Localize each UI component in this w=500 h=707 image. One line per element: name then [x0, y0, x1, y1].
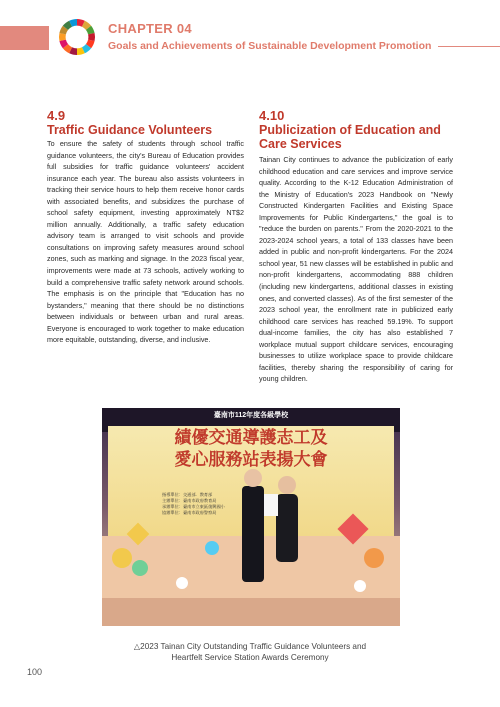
photo-podium-text: 指導單位：交通部．教育部 主辦單位：臺南市政府教育局 承辦單位：臺南市立東區復興國小 協辦單位：臺南市政府警察局 [162, 492, 225, 515]
header-rule [438, 46, 500, 47]
header-color-bar [0, 26, 49, 50]
photo-banner-top: 臺南市112年度各級學校 [213, 412, 289, 419]
page-number: 100 [27, 667, 43, 677]
photo-banner-line1: 績優交通導護志工及 [174, 428, 328, 447]
section-number: 4.10 [259, 108, 285, 123]
chapter-title: Goals and Achievements of Sustainable Development Promotion [108, 40, 432, 52]
photo-caption: △2023 Tainan City Outstanding Traffic Guidance Volunteers and Heartfelt Service Station Awards Ceremony [133, 642, 367, 662]
section-number: 4.9 [47, 108, 66, 123]
section-title: Traffic Guidance Volunteers [47, 123, 213, 137]
section-title: Publicization of Education and Care Services [259, 123, 441, 151]
section-body: Tainan City continues to advance the publicization of early childhood education and care services and improve service quality. According to the K-12 Education Administration of the Ministry of Education's 2023 Handbook on "Newly Constructed Kindergarten Facilities and Existing Space Improvements for Public Kindergartens," the goal is to "reduce the burden on parents." From the 2020-2021 to the 2023-2024 school years, a total of 133 classes have been added in public and non-profit kindergartens. For the 2024 school year, 51 new classes will be established in public and non-profit kindergartens, accommodating 888 children (including new kindergartens, additional classes in existing ones, and converted classes). As of the first semester of the 2023 school year, the enrollment rate in publicized early childhood care services has reached 59.19%. To support dual-income families, the city has also established 7 workplace mutual support childcare services, encouraging businesses to utilize workplace space to provide childcare facilities, thereby sharing the responsibility of caring for young children. [259, 155, 453, 384]
section-4-9 [47, 108, 244, 346]
sdg-wheel-icon [58, 18, 96, 56]
section-body: To ensure the safety of students through school traffic guidance volunteers, the city's Bureau of Education provides full subsidies for traffic guidance volunteers' accident insurance each year. The bureau also assists volunteers in tracking their service hours to help them receive honor cards with associated benefits, and subsidizes the purchase of school safety equipment, investing approximately NT$2 million annually. Additionally, a traffic safety education advisory team is arranged to visit schools and provide consultations on improving safety measures around school zones, such as marking and signage. In the 2023 fiscal year, improvements were made at 73 schools, actively working to build a comprehensive traffic safety network around schools. The emphasis is on the principle that "Education has no bystanders," meaning that there should be no distinctions between individuals or between urban and rural areas. Everyone is encouraged to work together to make education more equitable, outstanding, diverse, and inclusive. [47, 139, 244, 345]
ceremony-photo [102, 408, 400, 626]
section-4-10 [259, 108, 453, 385]
photo-banner-line2: 愛心服務站表揚大會 [174, 450, 328, 469]
chapter-number: CHAPTER 04 [108, 21, 192, 36]
